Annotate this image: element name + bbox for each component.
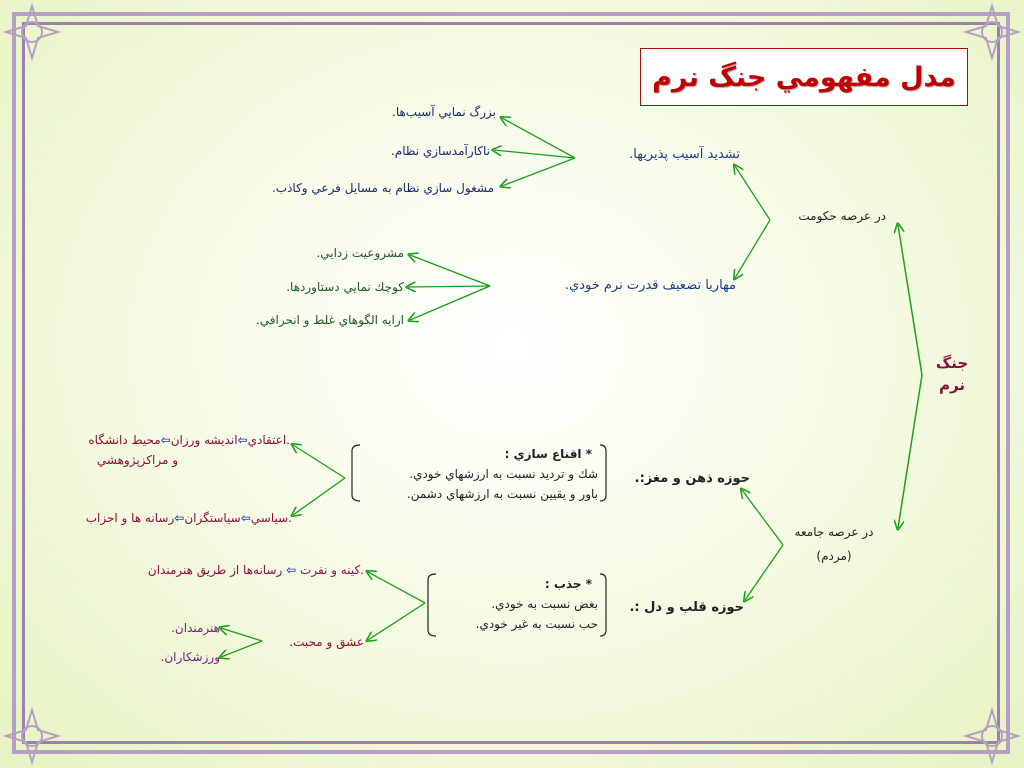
heart-sub-target-artists: هنرمندان. bbox=[171, 621, 220, 635]
society-domain-label-line2: (مردم) bbox=[816, 549, 852, 563]
branch-vulnerability-label: تشديد آسيب پذيريها. bbox=[629, 147, 740, 162]
heart-box-item-2: حب نسبت به غير خودي. bbox=[475, 617, 598, 631]
heart-sub-target-athletes: ورزشكاران. bbox=[160, 650, 220, 664]
branch-heart-label: حوزه قلب و دل :. bbox=[629, 600, 744, 615]
hollow-arrow-icon: ⇦ bbox=[174, 511, 185, 525]
mind-box-heading: * اقناع سازي : bbox=[504, 447, 592, 461]
branch-weakening-label: مهاريا تضعيف قدرت نرم خودي. bbox=[564, 278, 736, 293]
branch-mind-label: حوزه ذهن و مغز:. bbox=[634, 471, 750, 486]
mind-box-item-1: شك و ترديد نسبت به ارزشهاي خودي. bbox=[409, 467, 598, 481]
mind-target-political bbox=[68, 510, 292, 526]
hollow-arrow-icon: ⇦ bbox=[286, 563, 297, 577]
heart-target-hatred-text: كينه و نفرت bbox=[300, 563, 361, 577]
mind-target-political-end: رسانه ها و احزاب bbox=[85, 511, 175, 525]
mind-target-ideological-prefix: اعتقادي bbox=[247, 433, 287, 447]
mind-target-ideological-end-line2: و مراكزپژوهشي bbox=[96, 453, 178, 467]
mind-target-political-prefix: سياسي bbox=[250, 511, 289, 525]
root-label-line1: جنگ bbox=[935, 354, 969, 372]
mind-target-ideological bbox=[60, 430, 290, 470]
heart-box-heading: * جذب : bbox=[544, 577, 592, 591]
heart-target-hatred bbox=[140, 562, 364, 578]
weakening-item-3: ارايه الگوهاي غلط و انحرافي. bbox=[255, 313, 404, 327]
mind-target-ideological-mid: انديشه ورزان bbox=[170, 433, 238, 447]
vulnerability-item-3: مشغول سازي نظام به مسايل فرعي وكاذب. bbox=[271, 181, 494, 195]
hollow-arrow-icon: ⇦ bbox=[240, 511, 251, 525]
society-domain-label bbox=[780, 520, 888, 568]
heart-target-love: عشق و محبت. bbox=[289, 635, 364, 649]
mind-target-political-mid: سياستگران bbox=[184, 511, 241, 525]
mind-box-item-2: باور و يقيين نسبت به ارزشهاي دشمن. bbox=[406, 487, 598, 501]
heart-target-hatred-dot: . bbox=[360, 563, 364, 577]
government-domain-label: در عرصه حکومت bbox=[798, 209, 886, 223]
weakening-item-1: مشروعيت زدايي. bbox=[316, 246, 404, 260]
heart-box-item-1: بغض نسبت به خودي. bbox=[491, 597, 598, 611]
root-node bbox=[930, 352, 974, 396]
mind-target-ideological-dot: . bbox=[286, 433, 290, 447]
hollow-arrow-icon: ⇦ bbox=[237, 433, 248, 447]
vulnerability-item-1: بزرگ نمايي آسيب‌ها. bbox=[392, 105, 496, 119]
vulnerability-item-2: ناكارآمدسازي نظام. bbox=[390, 144, 490, 158]
mind-persuasion-box bbox=[380, 444, 598, 504]
mind-target-ideological-end: محيط دانشگاه bbox=[88, 433, 161, 447]
society-domain-label-line1: در عرصه جامعه bbox=[794, 525, 874, 539]
page-title: مدل مفهومي جنگ نرم bbox=[640, 48, 968, 106]
hollow-arrow-icon: ⇦ bbox=[160, 433, 171, 447]
weakening-item-2: كوچك نمايي دستاوردها. bbox=[286, 280, 404, 294]
heart-target-hatred-end: رسانه‌ها از طريق هنرمندان bbox=[147, 563, 283, 577]
mind-target-political-dot: . bbox=[288, 511, 292, 525]
root-label-line2: نرم bbox=[939, 376, 965, 394]
heart-attraction-box bbox=[440, 574, 598, 634]
